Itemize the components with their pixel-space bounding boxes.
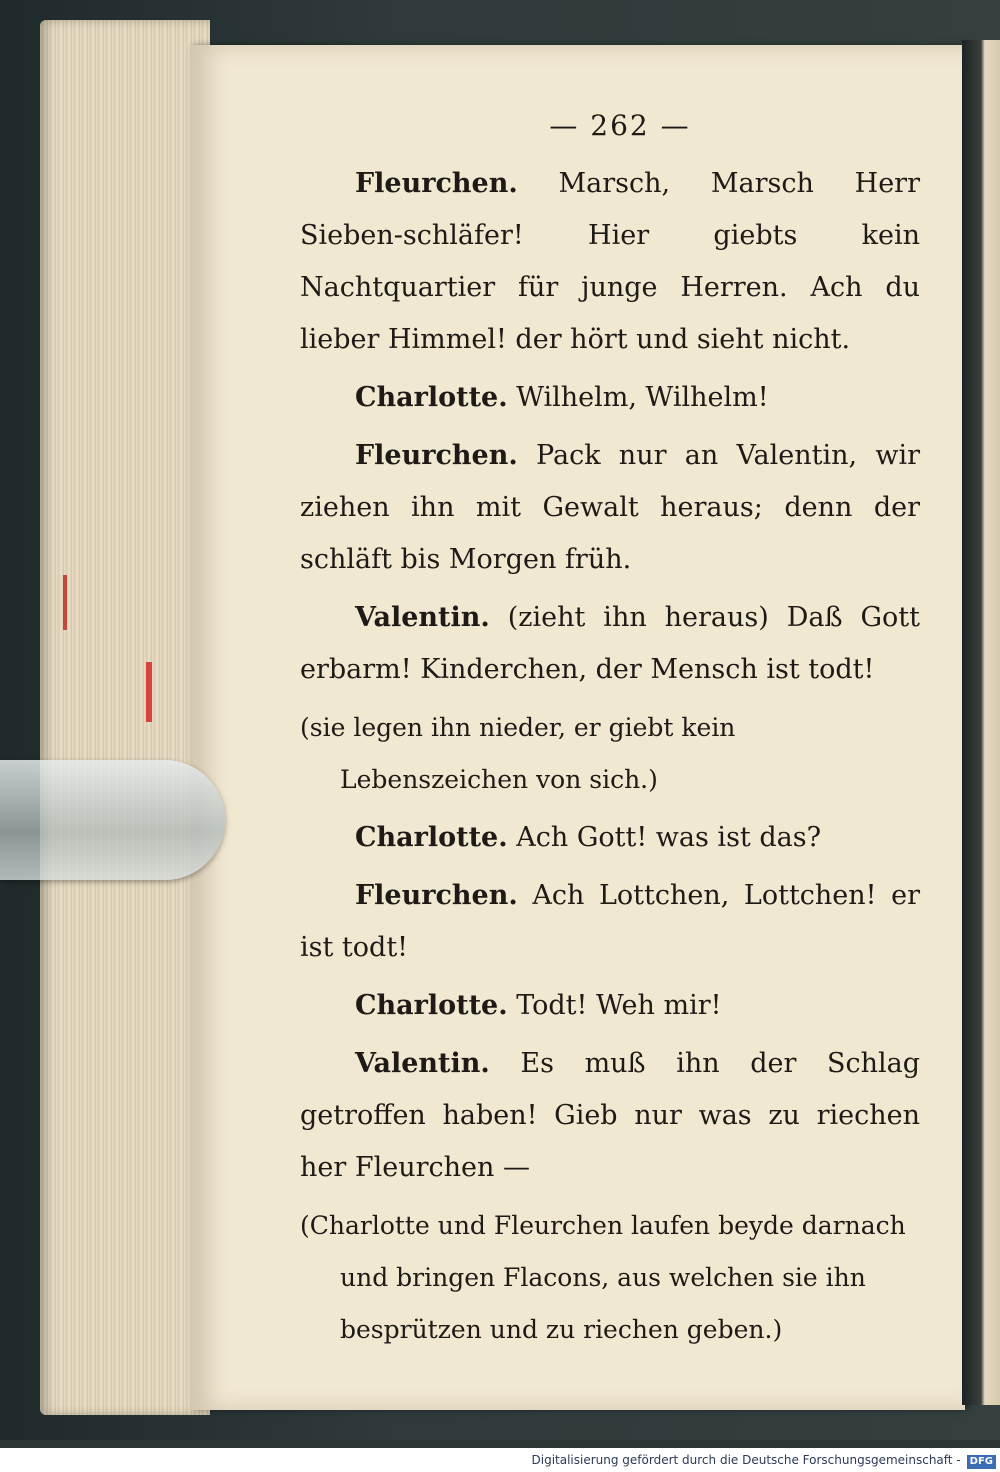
dialogue-line: [300, 372, 920, 424]
dialogue-text: Wilhelm, Wilhelm!: [516, 382, 769, 413]
speaker-name: Charlotte.: [355, 822, 508, 853]
dialogue-text: (zieht ihn heraus) Daß Gott erbarm! Kinderchen, der Mensch ist todt!: [300, 602, 920, 685]
dialogue-line: [300, 980, 920, 1032]
speaker-name: Charlotte.: [355, 990, 508, 1021]
digitization-footer: [0, 1448, 1000, 1472]
page-edges: [40, 20, 210, 1415]
dialogue-line: [300, 430, 920, 586]
speaker-name: Valentin.: [355, 602, 490, 633]
stage-direction: (sie legen ihn nieder, er giebt kein Lebenszeichen von sich.): [300, 713, 736, 794]
dialogue-line: [300, 158, 920, 366]
dialogue-text: Ach Lottchen, Lottchen! er ist todt!: [300, 880, 920, 963]
page-number: — 262 —: [549, 109, 691, 142]
dialogue-line: [300, 1038, 920, 1194]
dfg-logo-icon: DFG: [967, 1455, 996, 1469]
dialogue-text: Es muß ihn der Schlag getroffen haben! Gieb nur was zu riechen her Fleurchen —: [300, 1048, 920, 1183]
page-clip: [0, 760, 225, 880]
speaker-name: Valentin.: [355, 1048, 490, 1079]
bookmark-mark: [146, 662, 152, 722]
facing-page-edge: [962, 40, 1000, 1405]
dialogue-line: [300, 870, 920, 974]
dialogue-text: Pack nur an Valentin, wir ziehen ihn mit Gewalt heraus; denn der schläft bis Morgen früh.: [300, 440, 920, 575]
dialogue-line: [300, 812, 920, 864]
dialogue-text: Marsch, Marsch Herr Sieben-schläfer! Hier giebts kein Nachtquartier für junge Herren. Ach du lieber Himmel! der hört und sieht nicht.: [300, 168, 920, 355]
stage-direction: (Charlotte und Fleurchen laufen beyde darnach und bringen Flacons, aus welchen sie ihn besprützen und zu riechen geben.): [300, 1211, 906, 1344]
speaker-name: Fleurchen.: [355, 440, 518, 471]
dialogue-text: Ach Gott! was ist das?: [516, 822, 822, 853]
bookmark-mark: [63, 575, 67, 630]
speaker-name: Fleurchen.: [355, 168, 518, 199]
speaker-name: Fleurchen.: [355, 880, 518, 911]
dialogue-line: [300, 592, 920, 696]
speaker-name: Charlotte.: [355, 382, 508, 413]
page-text: [300, 100, 920, 1362]
footer-text: Digitalisierung gefördert durch die Deutsche Forschungsgemeinschaft -: [531, 1453, 961, 1467]
dialogue-text: Todt! Weh mir!: [516, 990, 722, 1021]
